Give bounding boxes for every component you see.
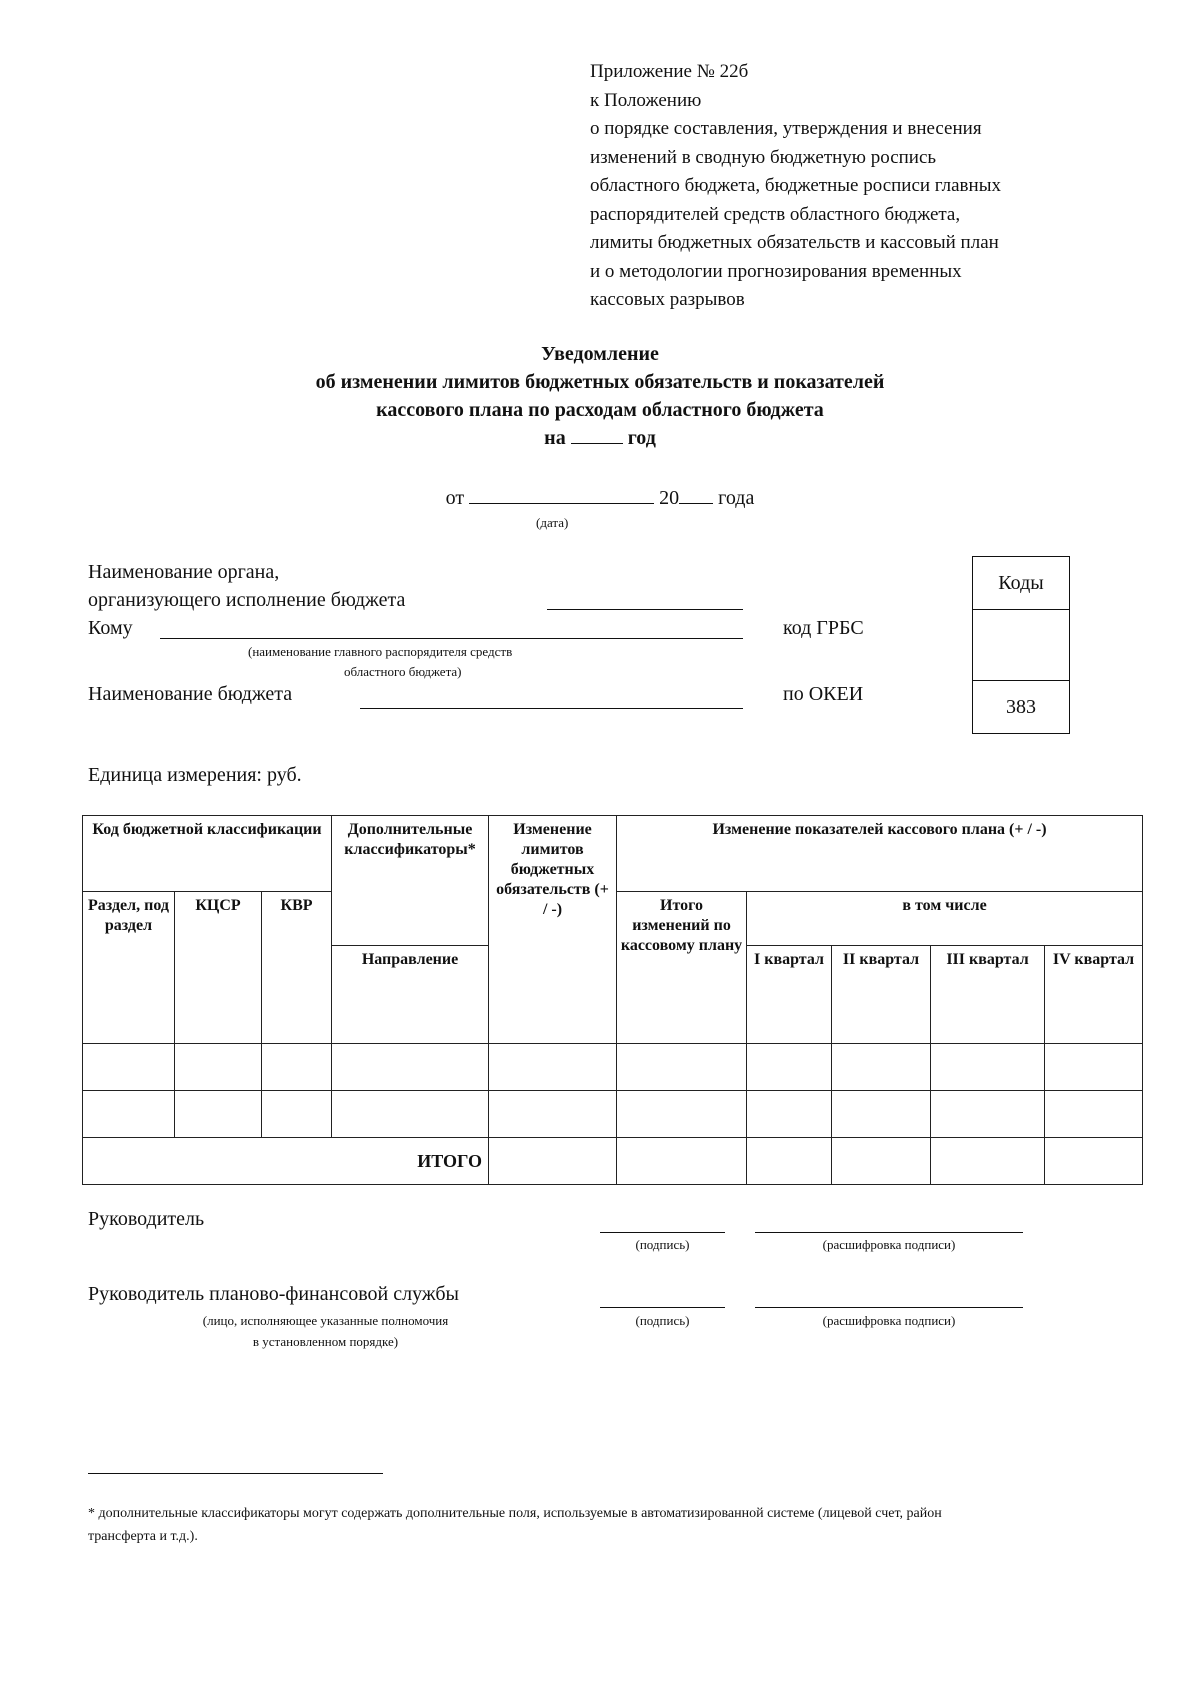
appendix-line: кассовых разрывов bbox=[590, 289, 745, 310]
to-label: Кому bbox=[88, 617, 133, 639]
codes-grbs-cell[interactable] bbox=[973, 610, 1069, 681]
head-decoding-line[interactable] bbox=[755, 1232, 1023, 1233]
total-plan[interactable] bbox=[617, 1138, 747, 1185]
codes-okei-cell: 383 bbox=[1006, 696, 1036, 718]
cell-q4[interactable] bbox=[1045, 1044, 1143, 1091]
title-year-suffix: год bbox=[627, 427, 656, 449]
cell-q1[interactable] bbox=[747, 1091, 832, 1138]
code-grbs-label: код ГРБС bbox=[783, 617, 864, 639]
date-year-blank[interactable] bbox=[679, 485, 713, 504]
fin-head-decoding-caption: (расшифровка подписи) bbox=[822, 1313, 956, 1328]
org-label-line-2: организующего исполнение бюджета bbox=[88, 589, 406, 611]
document-title bbox=[0, 340, 1200, 452]
date-blank[interactable] bbox=[469, 485, 654, 504]
appendix-line: изменений в сводную бюджетную роспись bbox=[590, 146, 937, 168]
title-line-4 bbox=[0, 424, 1200, 452]
unit-label: Единица измерения: руб. bbox=[88, 764, 302, 786]
date-from-label: от bbox=[445, 487, 465, 509]
cell-q1[interactable] bbox=[747, 1044, 832, 1091]
footnote: * дополнительные классификаторы могут содержать дополнительные поля, используемые в автоматизированной системе (лицевой счет, район трансферта и т.д.). bbox=[88, 1506, 942, 1544]
codes-box bbox=[972, 556, 1070, 734]
table-row bbox=[83, 1044, 1143, 1091]
header-kvr: КВР bbox=[262, 892, 332, 1044]
fin-head-decoding-line[interactable] bbox=[755, 1307, 1023, 1308]
appendix-line: распорядителей средств областного бюджета, bbox=[590, 203, 961, 225]
total-q2[interactable] bbox=[832, 1138, 931, 1185]
fin-head-label: Руководитель планово-финансовой службы bbox=[88, 1283, 459, 1305]
header-budget-code: Код бюджетной классификации bbox=[83, 816, 332, 892]
header-extra-spacer bbox=[332, 892, 489, 946]
cell-direction[interactable] bbox=[332, 1044, 489, 1091]
org-input-line[interactable] bbox=[547, 609, 743, 610]
header-limits-change: Изменение лимитов бюджетных обязательств (+ / -) bbox=[489, 816, 617, 1044]
appendix-line: и о методологии прогнозирования временных bbox=[590, 260, 962, 282]
title-line-2: об изменении лимитов бюджетных обязательств и показателей bbox=[315, 371, 885, 393]
header-extra-classifiers: Дополнительные классификаторы* bbox=[332, 816, 489, 892]
fin-head-signature-caption: (подпись) bbox=[635, 1313, 690, 1328]
header-including: в том числе bbox=[747, 892, 1143, 946]
to-input-line[interactable] bbox=[160, 638, 743, 639]
cell-direction[interactable] bbox=[332, 1091, 489, 1138]
cell-q4[interactable] bbox=[1045, 1091, 1143, 1138]
head-decoding-caption: (расшифровка подписи) bbox=[822, 1237, 956, 1252]
header-total-plan: Итого изменений по кассовому плану bbox=[617, 892, 747, 1044]
cell-q3[interactable] bbox=[931, 1091, 1045, 1138]
cell-total-plan[interactable] bbox=[617, 1044, 747, 1091]
budget-name-label: Наименование бюджета bbox=[88, 683, 293, 705]
total-q4[interactable] bbox=[1045, 1138, 1143, 1185]
header-q2: II квартал bbox=[832, 946, 931, 1044]
cell-limits[interactable] bbox=[489, 1044, 617, 1091]
total-label: ИТОГО bbox=[83, 1138, 489, 1185]
head-signature-line[interactable] bbox=[600, 1232, 725, 1233]
appendix-line: о порядке составления, утверждения и внесения bbox=[590, 118, 982, 139]
footnote-divider bbox=[88, 1473, 383, 1474]
title-year-blank[interactable] bbox=[571, 425, 623, 444]
cell-kcsr[interactable] bbox=[175, 1091, 262, 1138]
fin-head-note-line-2: в установленном порядке) bbox=[252, 1334, 399, 1349]
table-row bbox=[83, 1091, 1143, 1138]
okei-label: по ОКЕИ bbox=[783, 683, 864, 705]
header-q4: IV квартал bbox=[1045, 946, 1143, 1044]
cell-q2[interactable] bbox=[832, 1044, 931, 1091]
date-caption: (дата) bbox=[536, 515, 569, 530]
to-caption-line-2: областного бюджета) bbox=[344, 664, 462, 679]
org-label-line-1: Наименование органа, bbox=[88, 561, 280, 583]
date-line bbox=[0, 485, 1200, 510]
header-direction: Направление bbox=[332, 946, 489, 1044]
fin-head-signature-line[interactable] bbox=[600, 1307, 725, 1308]
total-row bbox=[83, 1138, 1143, 1185]
cell-limits[interactable] bbox=[489, 1091, 617, 1138]
total-q3[interactable] bbox=[931, 1138, 1045, 1185]
cell-kvr[interactable] bbox=[262, 1091, 332, 1138]
title-line-3: кассового плана по расходам областного бюджета bbox=[376, 399, 824, 421]
appendix-reference bbox=[590, 58, 1150, 315]
appendix-line: лимиты бюджетных обязательств и кассовый план bbox=[590, 232, 999, 253]
cell-section[interactable] bbox=[83, 1044, 175, 1091]
total-q1[interactable] bbox=[747, 1138, 832, 1185]
to-caption-line-1: (наименование главного распорядителя средств bbox=[248, 644, 513, 659]
total-limits[interactable] bbox=[489, 1138, 617, 1185]
cell-section[interactable] bbox=[83, 1091, 175, 1138]
title-line-1: Уведомление bbox=[541, 343, 659, 365]
header-q3: III квартал bbox=[931, 946, 1045, 1044]
budget-name-input-line[interactable] bbox=[360, 708, 743, 709]
head-signature-caption: (подпись) bbox=[635, 1237, 690, 1252]
fin-head-note-line-1: (лицо, исполняющее указанные полномочия bbox=[202, 1313, 449, 1328]
appendix-line: к Положению bbox=[590, 89, 702, 111]
title-year-prefix: на bbox=[544, 427, 566, 449]
header-q1: I квартал bbox=[747, 946, 832, 1044]
header-kcsr: КЦСР bbox=[175, 892, 262, 1044]
date-year-suffix: года bbox=[718, 487, 755, 509]
header-plan-change: Изменение показателей кассового плана (+ / -) bbox=[617, 816, 1143, 892]
head-label: Руководитель bbox=[88, 1208, 205, 1230]
appendix-line: Приложение № 22б bbox=[590, 61, 749, 82]
cell-q3[interactable] bbox=[931, 1044, 1045, 1091]
cell-kvr[interactable] bbox=[262, 1044, 332, 1091]
cell-q2[interactable] bbox=[832, 1091, 931, 1138]
appendix-line: областного бюджета, бюджетные росписи главных bbox=[590, 175, 1001, 196]
date-year-prefix: 20 bbox=[659, 487, 680, 509]
cell-total-plan[interactable] bbox=[617, 1091, 747, 1138]
codes-header: Коды bbox=[973, 557, 1069, 610]
limits-table bbox=[82, 815, 1143, 1185]
header-section: Раздел, под раздел bbox=[83, 892, 175, 1044]
cell-kcsr[interactable] bbox=[175, 1044, 262, 1091]
